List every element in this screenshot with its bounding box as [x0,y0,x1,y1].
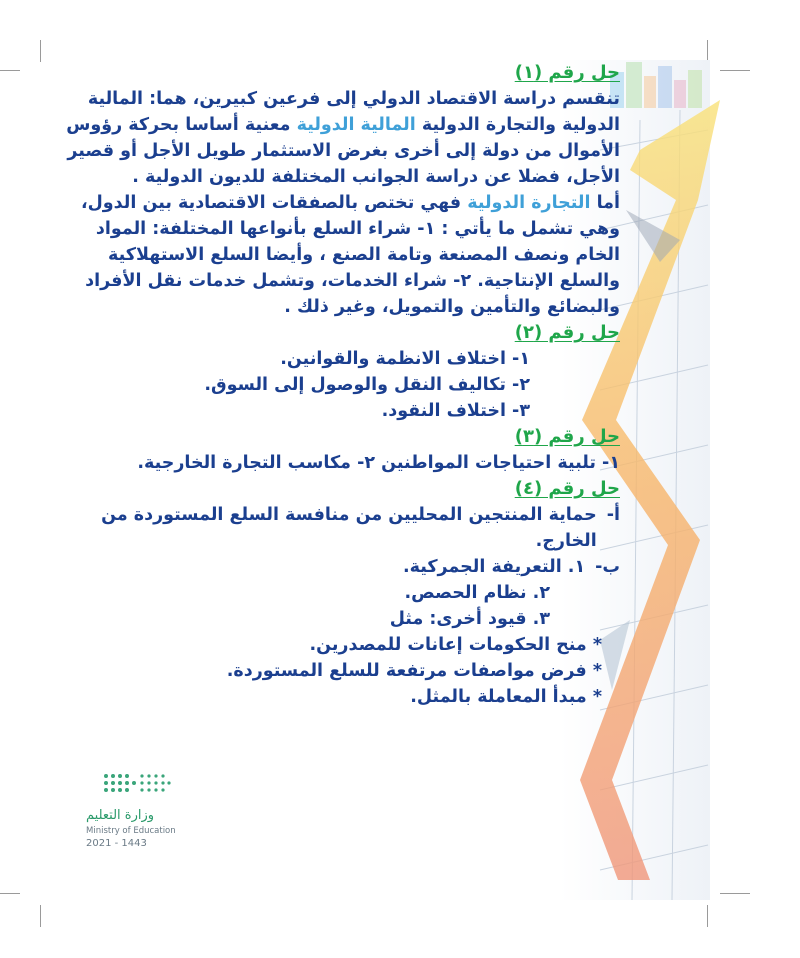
ministry-name-english: Ministry of Education [86,826,176,836]
answer-1-p2-text-b: فهي تختص بالصفقات الاقتصادية بين الدول، وهي تشمل ما يأتي : ١- شراء السلع بأنواعها المختلفة: المواد الخام ونصف المصنعة وتامة الصنع ، وأيضا السلع الاستهلاكية والسلع الإنتاجية. ٢- شراء الخدمات، وتشمل خدمات نقل الأفراد والبضائع والتأمين والتمويل، وغير ذلك . [80,193,620,317]
answer-3-heading: حل رقم (٣) [514,426,620,447]
ministry-name-arabic: وزارة التعليم [86,808,155,823]
answer-1-paragraph-1 [60,86,620,190]
ministry-year: 2021 - 1443 [86,838,147,849]
answer-1-paragraph-2 [60,190,620,320]
answer-4-bullet-2: * فرض مواصفات مرتفعة للسلع المستوردة. [226,661,602,681]
answer-4-b-item-1: ١. التعريفة الجمركية. [402,557,586,577]
answer-2-heading: حل رقم (٢) [514,322,620,343]
answer-4-part-b [60,554,620,580]
answer-2-item-3: ٣- اختلاف النقود. [381,401,530,421]
answer-4-bullet-1: * منح الحكومات إعانات للمصدرين. [309,635,602,655]
answer-4-heading: حل رقم (٤) [514,478,620,499]
answer-4-a-text: حماية المنتجين المحليين من منافسة السلع المستوردة من الخارج. [101,505,597,551]
answer-4-part-a [60,502,620,554]
answer-1-p1-text-b: معنية أساسا بحركة رؤوس الأموال من دولة إلى أخرى بغرض الاستثمار طويل الأجل أو قصير الأجل، فضلا عن دراسة الجوانب المختلفة للديون الدولية . [66,115,620,187]
answer-4-b-item-2: ٢. نظام الحصص. [404,583,550,603]
answer-2-item-2: ٢- تكاليف النقل والوصول إلى السوق. [204,375,530,395]
answer-1-p2-highlight: التجارة الدولية [467,193,591,213]
ministry-dots-icon [102,772,172,800]
answer-4-b-marker: ب- [595,557,620,577]
answer-1-p1-highlight: المالية الدولية [296,115,416,135]
answer-4-b-item-3: ٣. قيود أخرى: مثل [389,609,550,629]
answer-1-p1-text-a: تنقسم دراسة الاقتصاد الدولي إلى فرعين كبيرين، هما: المالية الدولية والتجارة الدولية [87,89,620,135]
answer-1-heading: حل رقم (١) [514,62,620,83]
answer-2-item-1: ١- اختلاف الانظمة والقوانين. [280,349,530,369]
ministry-logo [82,772,192,852]
answer-4-a-marker: أ- [606,505,620,525]
answer-1-p2-text-a: أما [590,193,620,213]
answer-3-line: ١- تلبية احتياجات المواطنين ٢- مكاسب التجارة الخارجية. [137,453,620,473]
answer-4-bullet-3: * مبدأ المعاملة بالمثل. [410,687,602,707]
answers-content [60,60,620,710]
